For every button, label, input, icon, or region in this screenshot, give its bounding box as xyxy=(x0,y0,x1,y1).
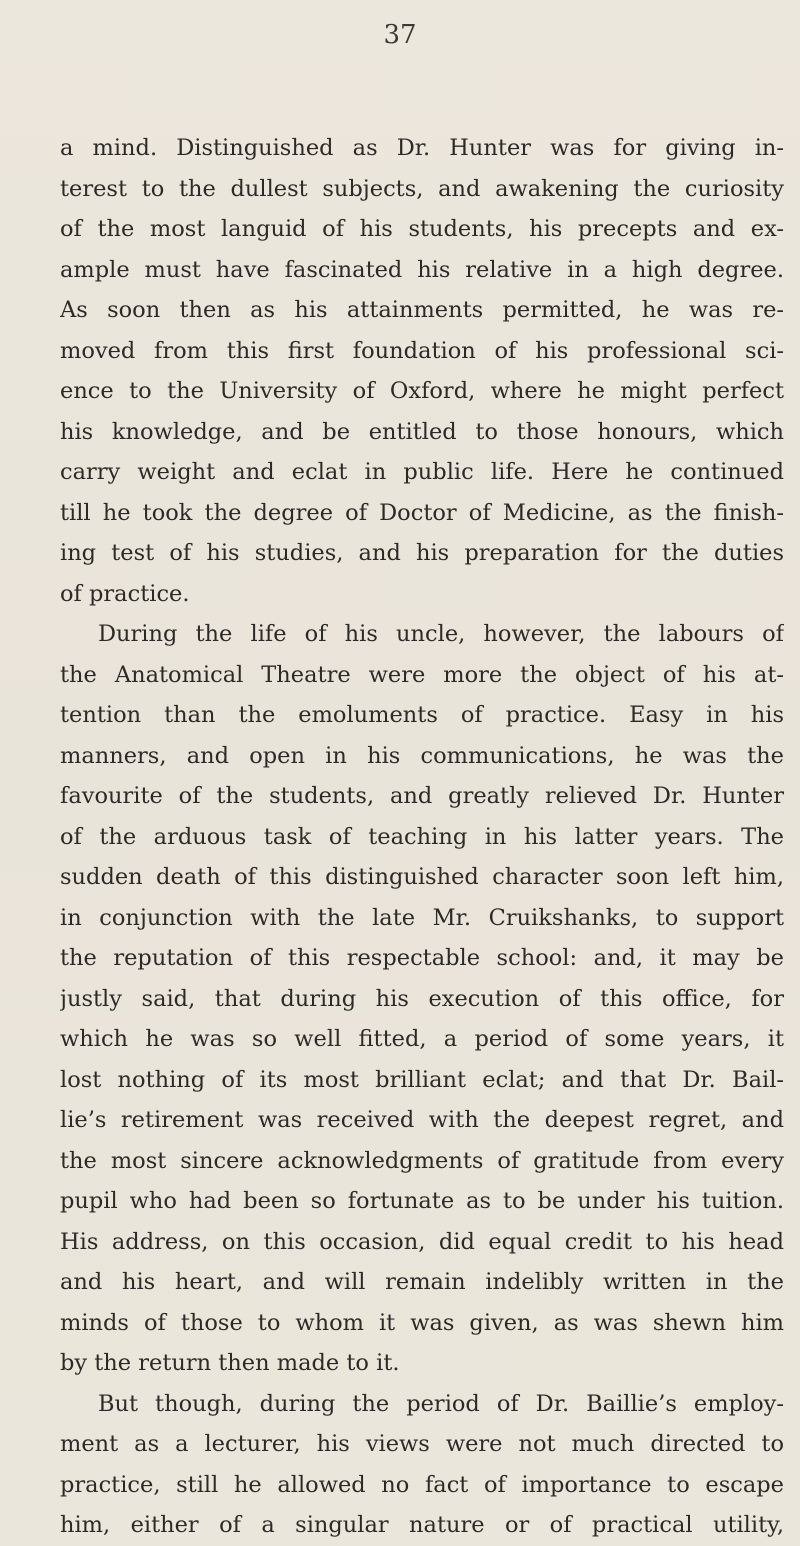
text-line: tention than the emoluments of practice. Easy in his xyxy=(60,702,784,728)
text-line: practice, still he allowed no fact of importance to escape xyxy=(60,1471,784,1498)
text-line: ample must have fascinated his relative in a high degree. xyxy=(60,256,784,283)
text-line: manners, and open in his communications, he was the xyxy=(60,742,784,769)
text-line: favourite of the students, and greatly relieved Dr. Hunter xyxy=(60,783,784,809)
text-line: ment as a lecturer, his views were not much directed to xyxy=(60,1431,784,1457)
paragraph-2 xyxy=(60,614,784,1384)
text-line: of the most languid of his students, his precepts and ex- xyxy=(60,216,784,242)
text-line: sudden death of this distinguished character soon left him, xyxy=(60,864,784,890)
text-line: by the return then made to it. xyxy=(60,1350,400,1376)
text-line: But though, during the period of Dr. Baillie’s employ- xyxy=(98,1390,784,1417)
text-line: his knowledge, and be entitled to those honours, which xyxy=(60,418,784,445)
text-line: moved from this first foundation of his professional sci- xyxy=(60,337,784,364)
text-line: the most sincere acknowledgments of gratitude from every xyxy=(60,1147,784,1174)
text-line: ence to the University of Oxford, where he might perfect xyxy=(60,378,784,404)
text-line: As soon then as his attainments permitted, he was re- xyxy=(60,297,784,323)
text-line: till he took the degree of Doctor of Medicine, as the finish- xyxy=(60,499,784,526)
text-line: which he was so well fitted, a period of some years, it xyxy=(60,1026,784,1052)
text-line: and his heart, and will remain indelibly written in the xyxy=(60,1269,784,1295)
text-line: lost nothing of its most brilliant eclat; and that Dr. Bail- xyxy=(60,1066,784,1093)
paragraph-3 xyxy=(60,1384,784,1546)
text-line: lie’s retirement was received with the deepest regret, and xyxy=(60,1107,784,1133)
text-line: pupil who had been so fortunate as to be under his tuition. xyxy=(60,1188,784,1214)
text-line: minds of those to whom it was given, as was shewn him xyxy=(60,1309,784,1336)
text-line: justly said, that during his execution of this office, for xyxy=(60,985,784,1012)
text-line: him, either of a singular nature or of practical utility, xyxy=(60,1512,784,1538)
text-line: of practice. xyxy=(60,580,190,607)
body-text xyxy=(60,128,784,1546)
text-line: the Anatomical Theatre were more the object of his at- xyxy=(60,661,784,688)
text-line: the reputation of this respectable school: and, it may be xyxy=(60,945,784,971)
page-number: 37 xyxy=(383,20,417,50)
text-line: terest to the dullest subjects, and awakening the curiosity xyxy=(60,175,784,202)
paragraph-1 xyxy=(60,128,784,614)
text-line: carry weight and eclat in public life. Here he continued xyxy=(60,459,784,485)
text-line: a mind. Distinguished as Dr. Hunter was for giving in- xyxy=(60,135,784,161)
text-line: in conjunction with the late Mr. Cruikshanks, to support xyxy=(60,904,784,931)
text-line: of the arduous task of teaching in his latter years. The xyxy=(60,823,784,850)
text-line: During the life of his uncle, however, the labours of xyxy=(98,621,784,647)
text-line: ing test of his studies, and his preparation for the duties xyxy=(60,540,784,566)
text-line: His address, on this occasion, did equal credit to his head xyxy=(60,1228,784,1255)
